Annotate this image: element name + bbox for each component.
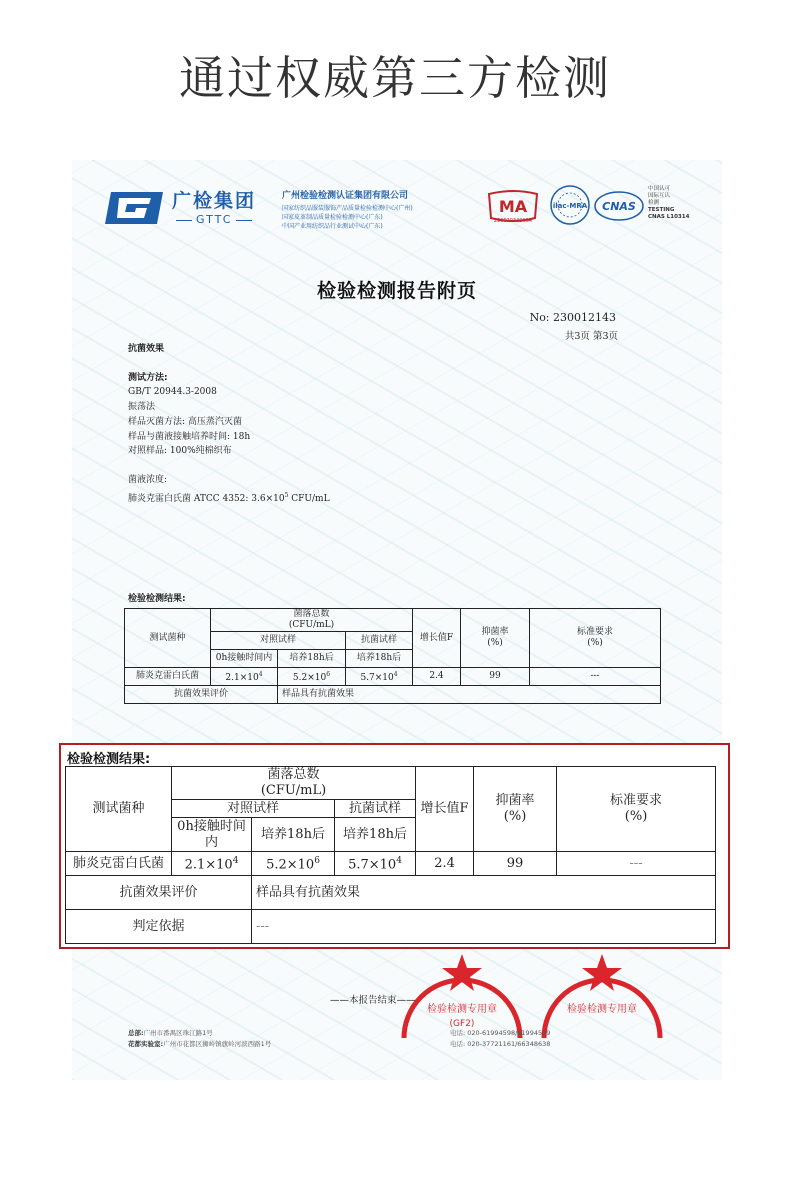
value-base: 2.1×10 (225, 673, 259, 683)
brand-name-cn: 广检集团 (172, 190, 257, 212)
colony-count-label: 菌落总数 (293, 609, 330, 619)
method-line: 样品与菌液接触培养时间: 18h (128, 432, 251, 442)
evaluation-label: 抗菌效果评价 (66, 876, 252, 910)
organization-name: 广州检验检测认证集团有限公司 (282, 191, 409, 201)
header-growth: 增长值F (416, 767, 474, 852)
method-line: 振荡法 (128, 402, 156, 412)
results-table-zoom (65, 766, 716, 944)
organization-line: 国家皮革制品质量检验检测中心(广东) (282, 214, 383, 221)
accreditation-line: 国际互认 (648, 193, 671, 199)
header-control: 对照试样 (172, 800, 335, 818)
method-line: GB/T 20944.3-2008 (128, 387, 217, 397)
standard-unit: (%) (587, 638, 603, 648)
cell-strain: 肺炎克雷白氏菌 (125, 668, 211, 686)
value-base: 5.2×10 (266, 857, 315, 873)
section-title: 抗菌效果 (128, 344, 165, 354)
results-table-original (124, 608, 661, 704)
cell-growth: 2.4 (416, 852, 474, 876)
phone-hq: 电话: 020-61994598/61994599 (450, 1029, 551, 1037)
standard-unit: (%) (624, 809, 648, 824)
value-base: 5.2×10 (292, 673, 327, 683)
accreditation-line: 检测 (648, 200, 660, 206)
cell-standard: --- (557, 852, 716, 876)
value-exponent: 4 (232, 856, 239, 867)
svg-text:CNAS: CNAS (602, 200, 636, 213)
header-standard (557, 767, 716, 852)
address-hq (128, 1029, 213, 1038)
address-label: 总部: (128, 1029, 144, 1037)
document-title: 检验检测报告附页 (316, 280, 477, 302)
address-label: 花都实验室: (128, 1040, 164, 1048)
concentration-unit: CFU/mL (288, 494, 330, 504)
address-lab (128, 1040, 271, 1049)
stamp1-text: 检验检测专用章 (427, 1004, 497, 1015)
address-text: 广州市花都区狮岭镇旗岭河滨西路1号 (163, 1040, 272, 1048)
header-colony-count (172, 767, 416, 800)
header-growth: 增长值F (413, 609, 461, 668)
header-inhibition (461, 609, 530, 668)
value-exponent: 6 (314, 856, 320, 867)
standard-label: 标准要求 (577, 627, 614, 637)
svg-text:MA: MA (498, 197, 528, 216)
evaluation-label: 抗菌效果评价 (125, 686, 278, 704)
table-row (66, 852, 716, 876)
cell-growth: 2.4 (413, 668, 461, 686)
inhibition-unit: (%) (503, 809, 527, 824)
ilac-mra-icon (549, 184, 591, 226)
header-0h: 0h接触时间内 (211, 650, 278, 668)
report-number: No: 230012143 (529, 311, 616, 324)
header-standard (530, 609, 661, 668)
inhibition-label: 抑菌率 (481, 627, 509, 637)
cell-control-18h (252, 852, 335, 876)
value-base: 5.7×10 (348, 857, 397, 873)
value-exponent: 6 (326, 671, 331, 678)
header-colony-count (211, 609, 413, 632)
svg-text:ilac-MRA: ilac-MRA (552, 202, 588, 210)
page-headline: 通过权威第三方检测 (179, 51, 611, 105)
table-row (125, 668, 661, 686)
value-base: 2.1×10 (184, 857, 233, 873)
organization-block (282, 188, 413, 231)
basis-label: 判定依据 (66, 910, 252, 944)
method-title: 测试方法: (128, 373, 168, 383)
stamp2-text: 检验检测专用章 (567, 1004, 637, 1015)
cell-inhibition: 99 (474, 852, 557, 876)
official-stamps (392, 946, 692, 1038)
report-end: ——本报告结束—— (330, 995, 416, 1006)
cell-control-18h (278, 668, 346, 686)
evaluation-value: 样品具有抗菌效果 (252, 876, 716, 910)
accreditation-line: 中国认可 (648, 186, 671, 192)
cell-anti-18h (346, 668, 413, 686)
header-18h-control: 培养18h后 (252, 818, 335, 852)
inhibition-label: 抑菌率 (495, 793, 535, 808)
standard-label: 标准要求 (610, 793, 663, 808)
cell-control-0h (211, 668, 278, 686)
concentration-exponent: 5 (284, 492, 289, 499)
method-line: 样品灭菌方法: 高压蒸汽灭菌 (128, 417, 242, 427)
cell-control-0h (172, 852, 252, 876)
page-info: 共3页 第3页 (564, 331, 618, 342)
cell-standard: --- (530, 668, 661, 686)
gttc-logo-icon (105, 188, 163, 228)
accreditation-line: TESTING (648, 207, 675, 213)
header-18h-anti: 培养18h后 (346, 650, 413, 668)
header-strain: 测试菌种 (125, 609, 211, 668)
accreditation-line: CNAS L10314 (648, 214, 690, 220)
header-control: 对照试样 (211, 632, 346, 650)
value-exponent: 4 (258, 671, 263, 678)
header-strain: 测试菌种 (66, 767, 172, 852)
cell-inhibition: 99 (461, 668, 530, 686)
header-antibacterial: 抗菌试样 (346, 632, 413, 650)
brand-name-en: GTTC (172, 213, 256, 226)
phone-lab: 电话: 020-37721161/66348638 (450, 1040, 551, 1048)
value-base: 5.7×10 (360, 673, 394, 683)
results-label: 检验检测结果: (128, 594, 186, 604)
cell-strain: 肺炎克雷白氏菌 (66, 852, 172, 876)
value-exponent: 4 (396, 856, 402, 867)
method-line: 对照样品: 100%纯棉织布 (128, 446, 232, 456)
concentration-value: 肺炎克雷白氏菌 ATCC 4352: 3.6×10 (128, 494, 285, 504)
concentration-title: 菌液浓度: (128, 475, 168, 485)
header-18h-control: 培养18h后 (278, 650, 346, 668)
cnas-icon (594, 190, 644, 222)
header-antibacterial: 抗菌试样 (335, 800, 416, 818)
basis-value: --- (252, 910, 716, 944)
organization-line: 国家纺织品服装服饰产品质量检验检测中心(广州) (282, 205, 413, 212)
header-18h-anti: 培养18h后 (335, 818, 416, 852)
results-zoom-callout (59, 743, 730, 949)
colony-count-unit: (CFU/mL) (260, 783, 327, 798)
accreditation-text (648, 186, 689, 221)
address-text: 广州市番禺区珠江路1号 (143, 1029, 213, 1037)
header-0h: 0h接触时间内 (172, 818, 252, 852)
stamp1-code: (GF2) (449, 1019, 475, 1029)
header-inhibition (474, 767, 557, 852)
evaluation-value: 样品具有抗菌效果 (278, 686, 661, 704)
colony-count-unit: (CFU/mL) (288, 620, 335, 630)
concentration-line (128, 489, 330, 506)
inhibition-unit: (%) (487, 638, 503, 648)
colony-count-label: 菌落总数 (267, 767, 320, 782)
cma-code: 220020349634 (493, 218, 533, 224)
cell-anti-18h (335, 852, 416, 876)
organization-line: 中国产业用纺织品行业测试中心(广东) (282, 223, 383, 230)
results-label-zoom: 检验检测结果: (67, 752, 151, 767)
value-exponent: 4 (393, 671, 398, 678)
